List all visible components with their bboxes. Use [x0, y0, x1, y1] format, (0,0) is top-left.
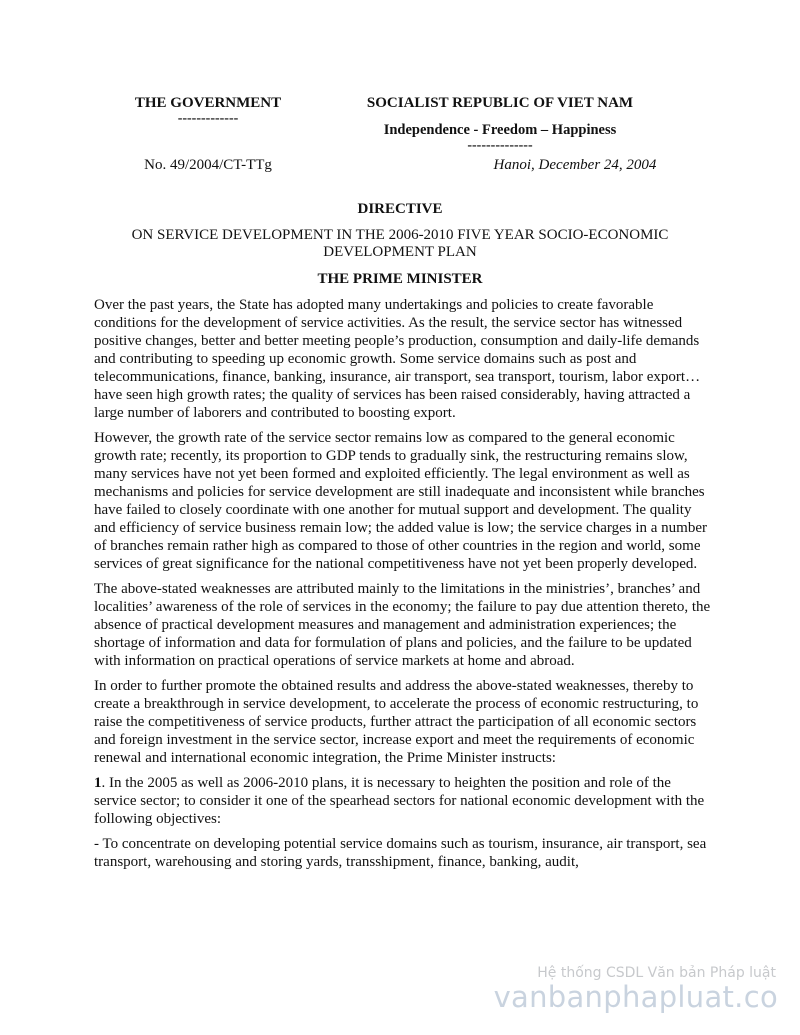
paragraph: However, the growth rate of the service sector remains low as compared to the general economic growth rate; recently, its proportion to GDP tends to gradually sink, the restructuring remains slow, many services have not yet been formed and exploited efficiently. The legal environment as well as mechanisms and policies for service development are still inadequate and inconsistent while branches have failed to closely coordinate with one another for mutual support and development. The quality and efficiency of service business remain low; the added value is low; the service charges in a number of branches remain rather high as compared to those of other countries in the region and world, some services of great significance for the national competitiveness have not yet been properly developed. — [94, 430, 707, 572]
issuer-divider: ------------- — [177, 111, 239, 126]
document-number: No. 49/2004/CT-TTg — [144, 157, 272, 173]
numbered-item — [94, 774, 712, 828]
country-name: SOCIALIST REPUBLIC OF VIET NAM — [366, 95, 634, 111]
paragraph: The above-stated weaknesses are attributed mainly to the limitations in the ministries’, branches’ and localities’ awareness of the role of services in the economy; the failure to pay due attention thereto, the absence of practical development measures and management and administration experiences; the shortage of information and data for formulation of plans and policies, and the failure to be updated with information on practical operations of service markets at home and abroad. — [94, 581, 711, 669]
item-text: . In the 2005 as well as 2006-2010 plans, it is necessary to heighten the position and role of the service sector; to consider it one of the spearhead sectors for national economic development with the following objectives: — [94, 775, 705, 827]
document-body — [94, 296, 712, 878]
place-date: Hanoi, December 24, 2004 — [493, 157, 657, 173]
bullet-item: - To concentrate on developing potential service domains such as tourism, insurance, air transport, sea transport, warehousing and storing yards, transshipment, finance, banking, audit, — [94, 836, 707, 870]
national-motto: Independence - Freedom – Happiness — [383, 122, 617, 138]
document-subject: ON SERVICE DEVELOPMENT IN THE 2006-2010 FIVE YEAR SOCIO-ECONOMIC DEVELOPMENT PLAN — [131, 227, 669, 260]
watermark-caption: Hệ thống CSDL Văn bản Pháp luật — [537, 965, 776, 981]
issuer-name: THE GOVERNMENT — [134, 95, 282, 111]
paragraph: In order to further promote the obtained results and address the above-stated weaknesses, thereby to create a breakthrough in service development, to accelerate the process of economic restructuring, to raise the competitiveness of service products, further attract the participation of all economic sectors and foreign investment in the service sector, increase export and meet the requirements of economic renewal and international economic integration, the Prime Minister instructs: — [94, 678, 699, 766]
paragraph: Over the past years, the State has adopted many undertakings and policies to create favorable conditions for the development of service activities. As the result, the service sector has witnessed positive changes, better and better meeting people’s production, consumption and daily-life demands and contributing to speeding up economic growth. Some service domains such as post and telecommunications, finance, banking, insurance, air transport, sea transport, tourism, labor export… have seen high growth rates; the quality of services has been raised considerably, having attracted a large number of laborers and contributed to boosting export. — [94, 297, 701, 421]
item-number: 1 — [94, 775, 102, 791]
watermark-site: vanbanphapluat.co — [493, 980, 778, 1014]
issuer-title: THE PRIME MINISTER — [317, 271, 483, 287]
document-type: DIRECTIVE — [357, 201, 443, 217]
issuer-block — [113, 94, 303, 126]
national-header — [340, 94, 660, 153]
motto-divider: -------------- — [467, 138, 533, 153]
